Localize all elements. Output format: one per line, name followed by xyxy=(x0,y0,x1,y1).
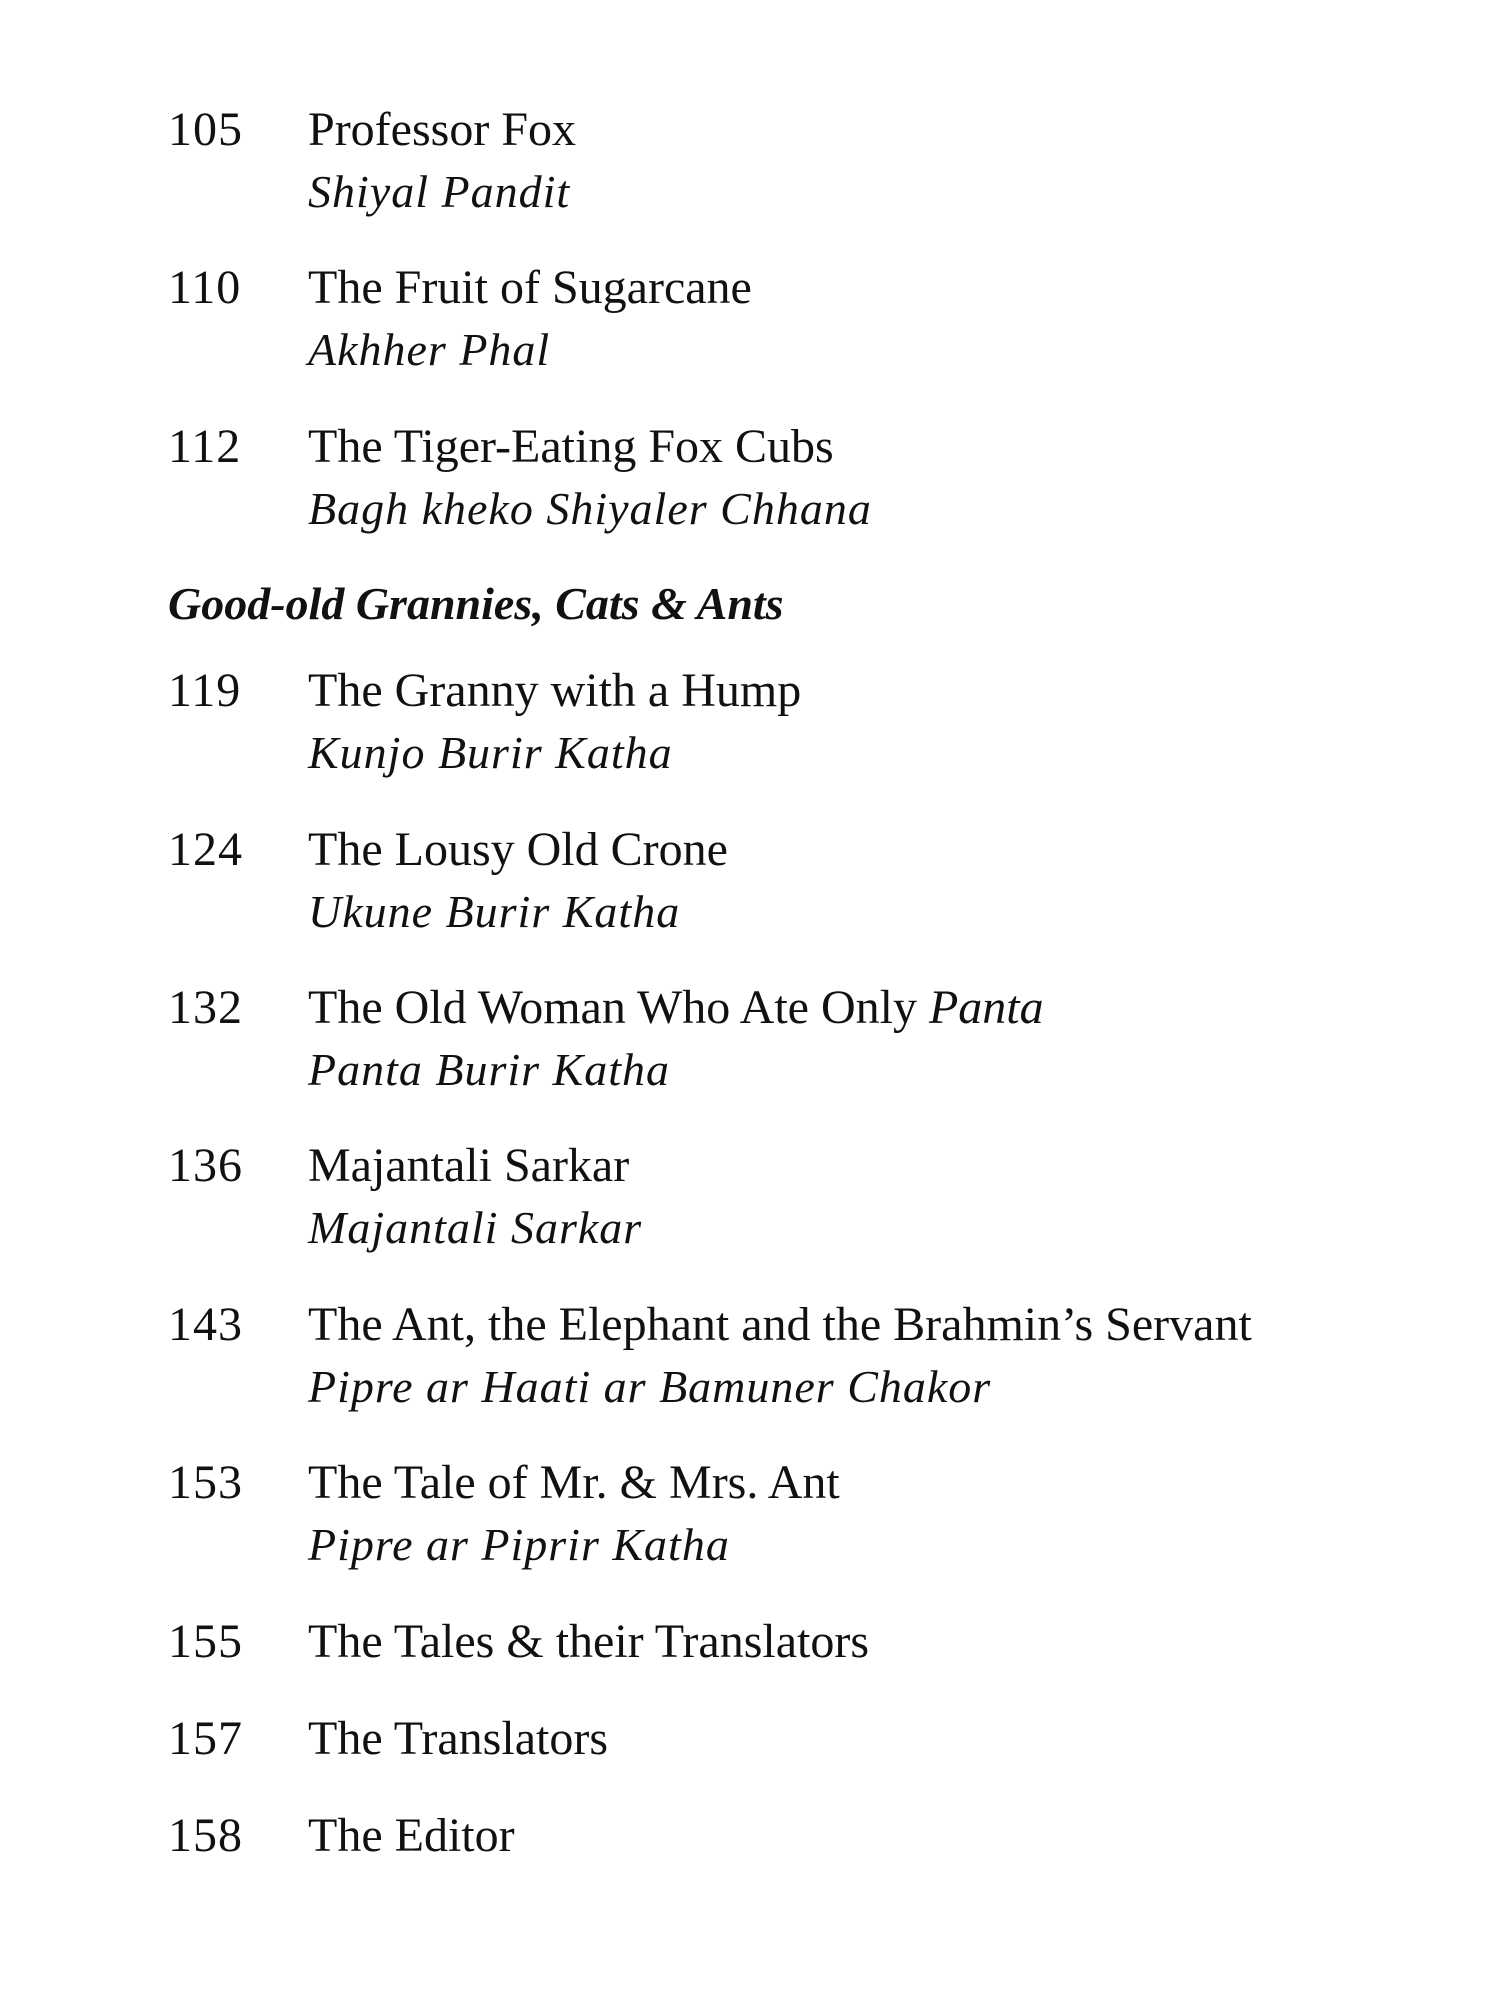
entry-title-italic: Panta xyxy=(928,981,1044,1034)
entry-title: The Ant, the Elephant and the Brahmin’s Servant xyxy=(308,1298,1252,1351)
page-number: 119 xyxy=(168,664,242,717)
page-number: 112 xyxy=(168,420,242,473)
entry-title: The Translators xyxy=(308,1712,608,1765)
entry-title: The Tiger-Eating Fox Cubs xyxy=(308,420,834,473)
entry-title: The Editor xyxy=(308,1809,515,1862)
entry-subtitle: Kunjo Burir Katha xyxy=(308,727,673,778)
entry-subtitle: Ukune Burir Katha xyxy=(308,886,681,937)
entry-subtitle: Pipre ar Piprir Katha xyxy=(308,1519,730,1570)
entry-subtitle: Panta Burir Katha xyxy=(308,1044,671,1095)
entry-title: Professor Fox xyxy=(308,103,577,156)
page-number: 110 xyxy=(168,261,242,314)
entry-title: The Lousy Old Crone xyxy=(308,823,728,876)
page-number: 124 xyxy=(168,823,243,876)
entry-subtitle: Pipre ar Haati ar Bamuner Chakor xyxy=(308,1361,992,1412)
entry-title: Majantali Sarkar xyxy=(308,1139,630,1192)
entry-title xyxy=(308,980,1044,1036)
page-number: 105 xyxy=(168,103,243,156)
entry-title: The Tale of Mr. & Mrs. Ant xyxy=(308,1456,840,1509)
page-number: 143 xyxy=(168,1298,243,1351)
entry-subtitle: Majantali Sarkar xyxy=(308,1202,643,1253)
entry-title: The Fruit of Sugarcane xyxy=(308,261,752,314)
entry-subtitle: Akhher Phal xyxy=(308,324,551,375)
entry-title: The Tales & their Translators xyxy=(308,1615,870,1668)
entry-title-text: The Old Woman Who Ate Only xyxy=(308,981,929,1034)
entry-subtitle: Shiyal Pandit xyxy=(308,166,571,217)
section-heading: Good-old Grannies, Cats & Ants xyxy=(168,578,784,629)
page-number: 157 xyxy=(168,1712,243,1765)
page-number: 136 xyxy=(168,1139,243,1192)
entry-title: The Granny with a Hump xyxy=(308,664,802,717)
page-number: 153 xyxy=(168,1456,243,1509)
entry-subtitle: Bagh kheko Shiyaler Chhana xyxy=(308,483,872,534)
page-number: 155 xyxy=(168,1615,243,1668)
page-number: 158 xyxy=(168,1809,243,1862)
page-number: 132 xyxy=(168,981,243,1034)
